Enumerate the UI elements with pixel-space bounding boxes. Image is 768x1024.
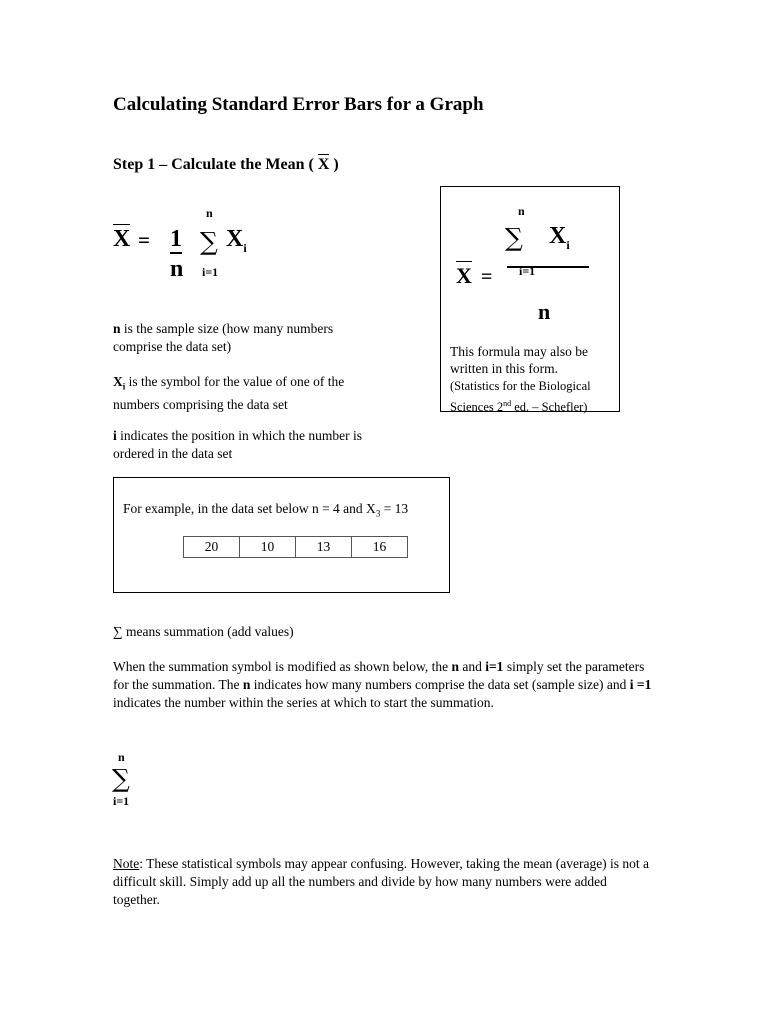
data-cell: 20 xyxy=(184,537,240,558)
definition-n: n is the sample size (how many numbers comprise the data set) xyxy=(113,321,334,354)
definition-xi: $X_i$ is the symbol for the value of one of the numbers comprising the data set xyxy=(113,374,345,412)
formula-xbar: X xyxy=(113,226,131,252)
note-text: : These statistical symbols may appear confusing. However, taking the mean (average) is not a difficult skill. Simply add up all the numbers and divide by how many numbers were added together. xyxy=(113,856,650,907)
box-x: X xyxy=(549,223,567,249)
box-note xyxy=(450,343,615,416)
page-title: Calculating Standard Error Bars for a Graph xyxy=(113,94,484,115)
data-cell: 10 xyxy=(240,537,296,558)
box-note-citation: (Statistics for the Biological Sciences 2nd ed. – Schefler) xyxy=(450,379,591,415)
sigma-demo-symbol: ∑ xyxy=(112,764,130,793)
box-n-upper: n xyxy=(518,204,525,218)
box-equals: = xyxy=(481,266,493,288)
box-note-line-1: This formula may also be written in this form. xyxy=(450,344,588,376)
box-i-sub: i xyxy=(566,237,570,252)
formula-xi xyxy=(226,226,247,256)
box-i-eq-1: i=1 xyxy=(519,264,536,278)
formula-x: X xyxy=(226,226,244,252)
box-xi xyxy=(549,223,570,253)
data-cell: 13 xyxy=(296,537,352,558)
step-1-xbar: X xyxy=(317,156,330,173)
sigma-demo-i: i=1 xyxy=(113,794,130,808)
example-text: For example, in the data set below n = 4 and $X_3 = 13$ xyxy=(123,501,409,519)
note-paragraph xyxy=(113,855,653,909)
box-xbar: X xyxy=(456,263,472,288)
box-n-denominator: n xyxy=(538,299,551,324)
alternate-formula-box xyxy=(440,186,620,415)
formula-one: 1 xyxy=(170,226,182,252)
formula-n-upper: n xyxy=(206,206,213,220)
step-1-suffix: ) xyxy=(329,156,339,173)
step-1-prefix: Step 1 – Calculate the Mean ( xyxy=(113,156,314,173)
step-1-heading xyxy=(113,156,339,174)
box-sigma: ∑ xyxy=(505,223,523,252)
formula-equals: = xyxy=(138,228,150,252)
sigma-demo-n: n xyxy=(118,750,125,764)
formula-sigma: ∑ xyxy=(200,227,218,256)
summation-paragraph: When the summation symbol is modified as shown below, the n and i=1 simply set the parameters for the summation. The n indicates how many numbers comprise the data set (sample size) and i =1 indicates the number within the series at which to start the summation. xyxy=(113,659,652,710)
example-box xyxy=(113,477,450,593)
formula-i-eq-1: i=1 xyxy=(202,265,219,279)
definition-i: i indicates the position in which the number is ordered in the data set xyxy=(113,428,362,461)
note-label: Note xyxy=(113,856,140,871)
formula-i-sub: i xyxy=(243,240,247,255)
data-cell: 16 xyxy=(352,537,408,558)
example-data-table xyxy=(183,536,408,558)
summation-definition: ∑ means summation (add values) xyxy=(113,624,294,639)
formula-n-denominator: n xyxy=(170,256,184,282)
